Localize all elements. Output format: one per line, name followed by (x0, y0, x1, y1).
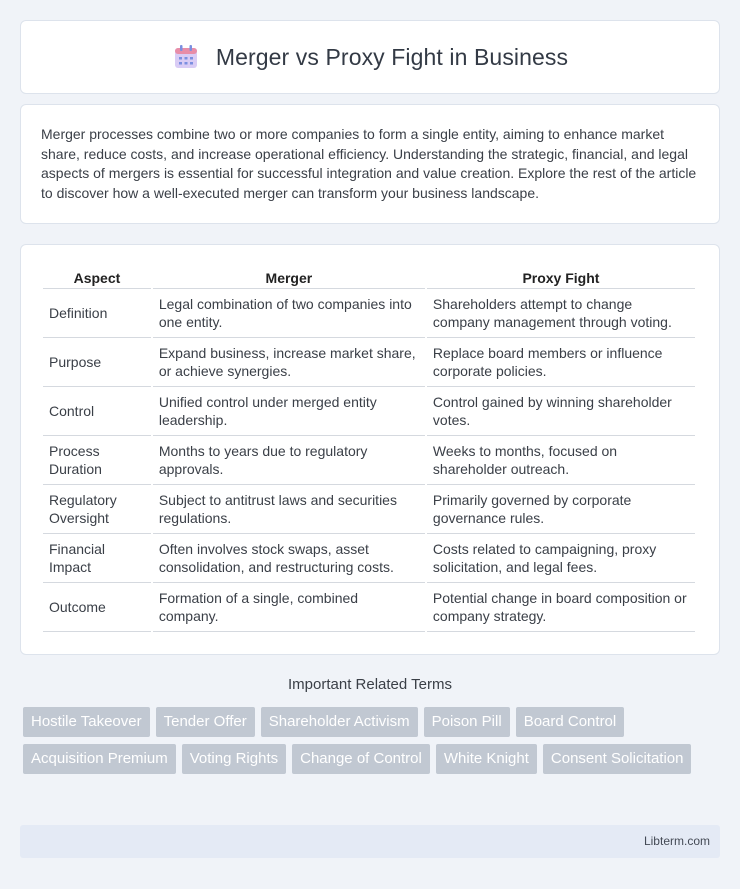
cell-merger: Unified control under merged entity leadership. (153, 387, 425, 436)
intro-text: Merger processes combine two or more companies to form a single entity, aiming to enhance market share, reduce costs, and increase operational efficiency. Understanding the strategic, financial, and legal aspects of mergers is essential for successful integration and value creation. Explore the rest of the article to discover how a well-executed merger can transform your business landscape. (41, 126, 697, 201)
cell-proxy: Weeks to months, focused on shareholder outreach. (427, 436, 695, 485)
table-row (43, 485, 695, 534)
cell-aspect: Regulatory Oversight (43, 485, 151, 534)
tag-white-knight[interactable]: White Knight (436, 744, 537, 774)
table-row (43, 436, 695, 485)
tag-tender-offer[interactable]: Tender Offer (156, 707, 255, 737)
footer-site-link[interactable]: Libterm.com (643, 834, 710, 848)
header-aspect: Aspect (43, 267, 151, 289)
tag-shareholder-activism[interactable]: Shareholder Activism (261, 707, 418, 737)
tag-voting-rights[interactable]: Voting Rights (182, 744, 286, 774)
tag-poison-pill[interactable]: Poison Pill (424, 707, 510, 737)
cell-proxy: Replace board members or influence corporate policies. (427, 338, 695, 387)
table-header-row (43, 267, 695, 289)
cell-proxy: Control gained by winning shareholder votes. (427, 387, 695, 436)
tag-hostile-takeover[interactable]: Hostile Takeover (23, 707, 150, 737)
title-row (172, 43, 568, 71)
calendar-icon (172, 43, 200, 71)
cell-merger: Expand business, increase market share, or achieve synergies. (153, 338, 425, 387)
cell-merger: Often involves stock swaps, asset consolidation, and restructuring costs. (153, 534, 425, 583)
table-row (43, 289, 695, 338)
intro-card (20, 104, 720, 224)
cell-aspect: Purpose (43, 338, 151, 387)
footer (20, 825, 720, 858)
cell-merger: Subject to antitrust laws and securities regulations. (153, 485, 425, 534)
comparison-card (20, 244, 720, 655)
cell-aspect: Financial Impact (43, 534, 151, 583)
cell-merger: Months to years due to regulatory approvals. (153, 436, 425, 485)
table-row (43, 338, 695, 387)
tag-consent-solicitation[interactable]: Consent Solicitation (543, 744, 692, 774)
cell-proxy: Primarily governed by corporate governance rules. (427, 485, 695, 534)
cell-proxy: Shareholders attempt to change company management through voting. (427, 289, 695, 338)
related-terms-list (23, 707, 723, 774)
cell-aspect: Control (43, 387, 151, 436)
table-row (43, 387, 695, 436)
header-card (20, 20, 720, 94)
cell-proxy: Costs related to campaigning, proxy solicitation, and legal fees. (427, 534, 695, 583)
tag-acquisition-premium[interactable]: Acquisition Premium (23, 744, 176, 774)
cell-merger: Formation of a single, combined company. (153, 583, 425, 632)
cell-aspect: Process Duration (43, 436, 151, 485)
cell-aspect: Definition (43, 289, 151, 338)
tag-change-of-control[interactable]: Change of Control (292, 744, 430, 774)
table-row (43, 534, 695, 583)
page-title: Merger vs Proxy Fight in Business (215, 43, 569, 70)
header-merger: Merger (153, 267, 425, 289)
cell-merger: Legal combination of two companies into one entity. (153, 289, 425, 338)
tag-board-control[interactable]: Board Control (516, 707, 625, 737)
cell-proxy: Potential change in board composition or company strategy. (427, 583, 695, 632)
comparison-table (41, 267, 697, 632)
table-row (43, 583, 695, 632)
header-proxy-fight: Proxy Fight (427, 267, 695, 289)
cell-aspect: Outcome (43, 583, 151, 632)
related-terms-title: Important Related Terms (288, 676, 452, 693)
